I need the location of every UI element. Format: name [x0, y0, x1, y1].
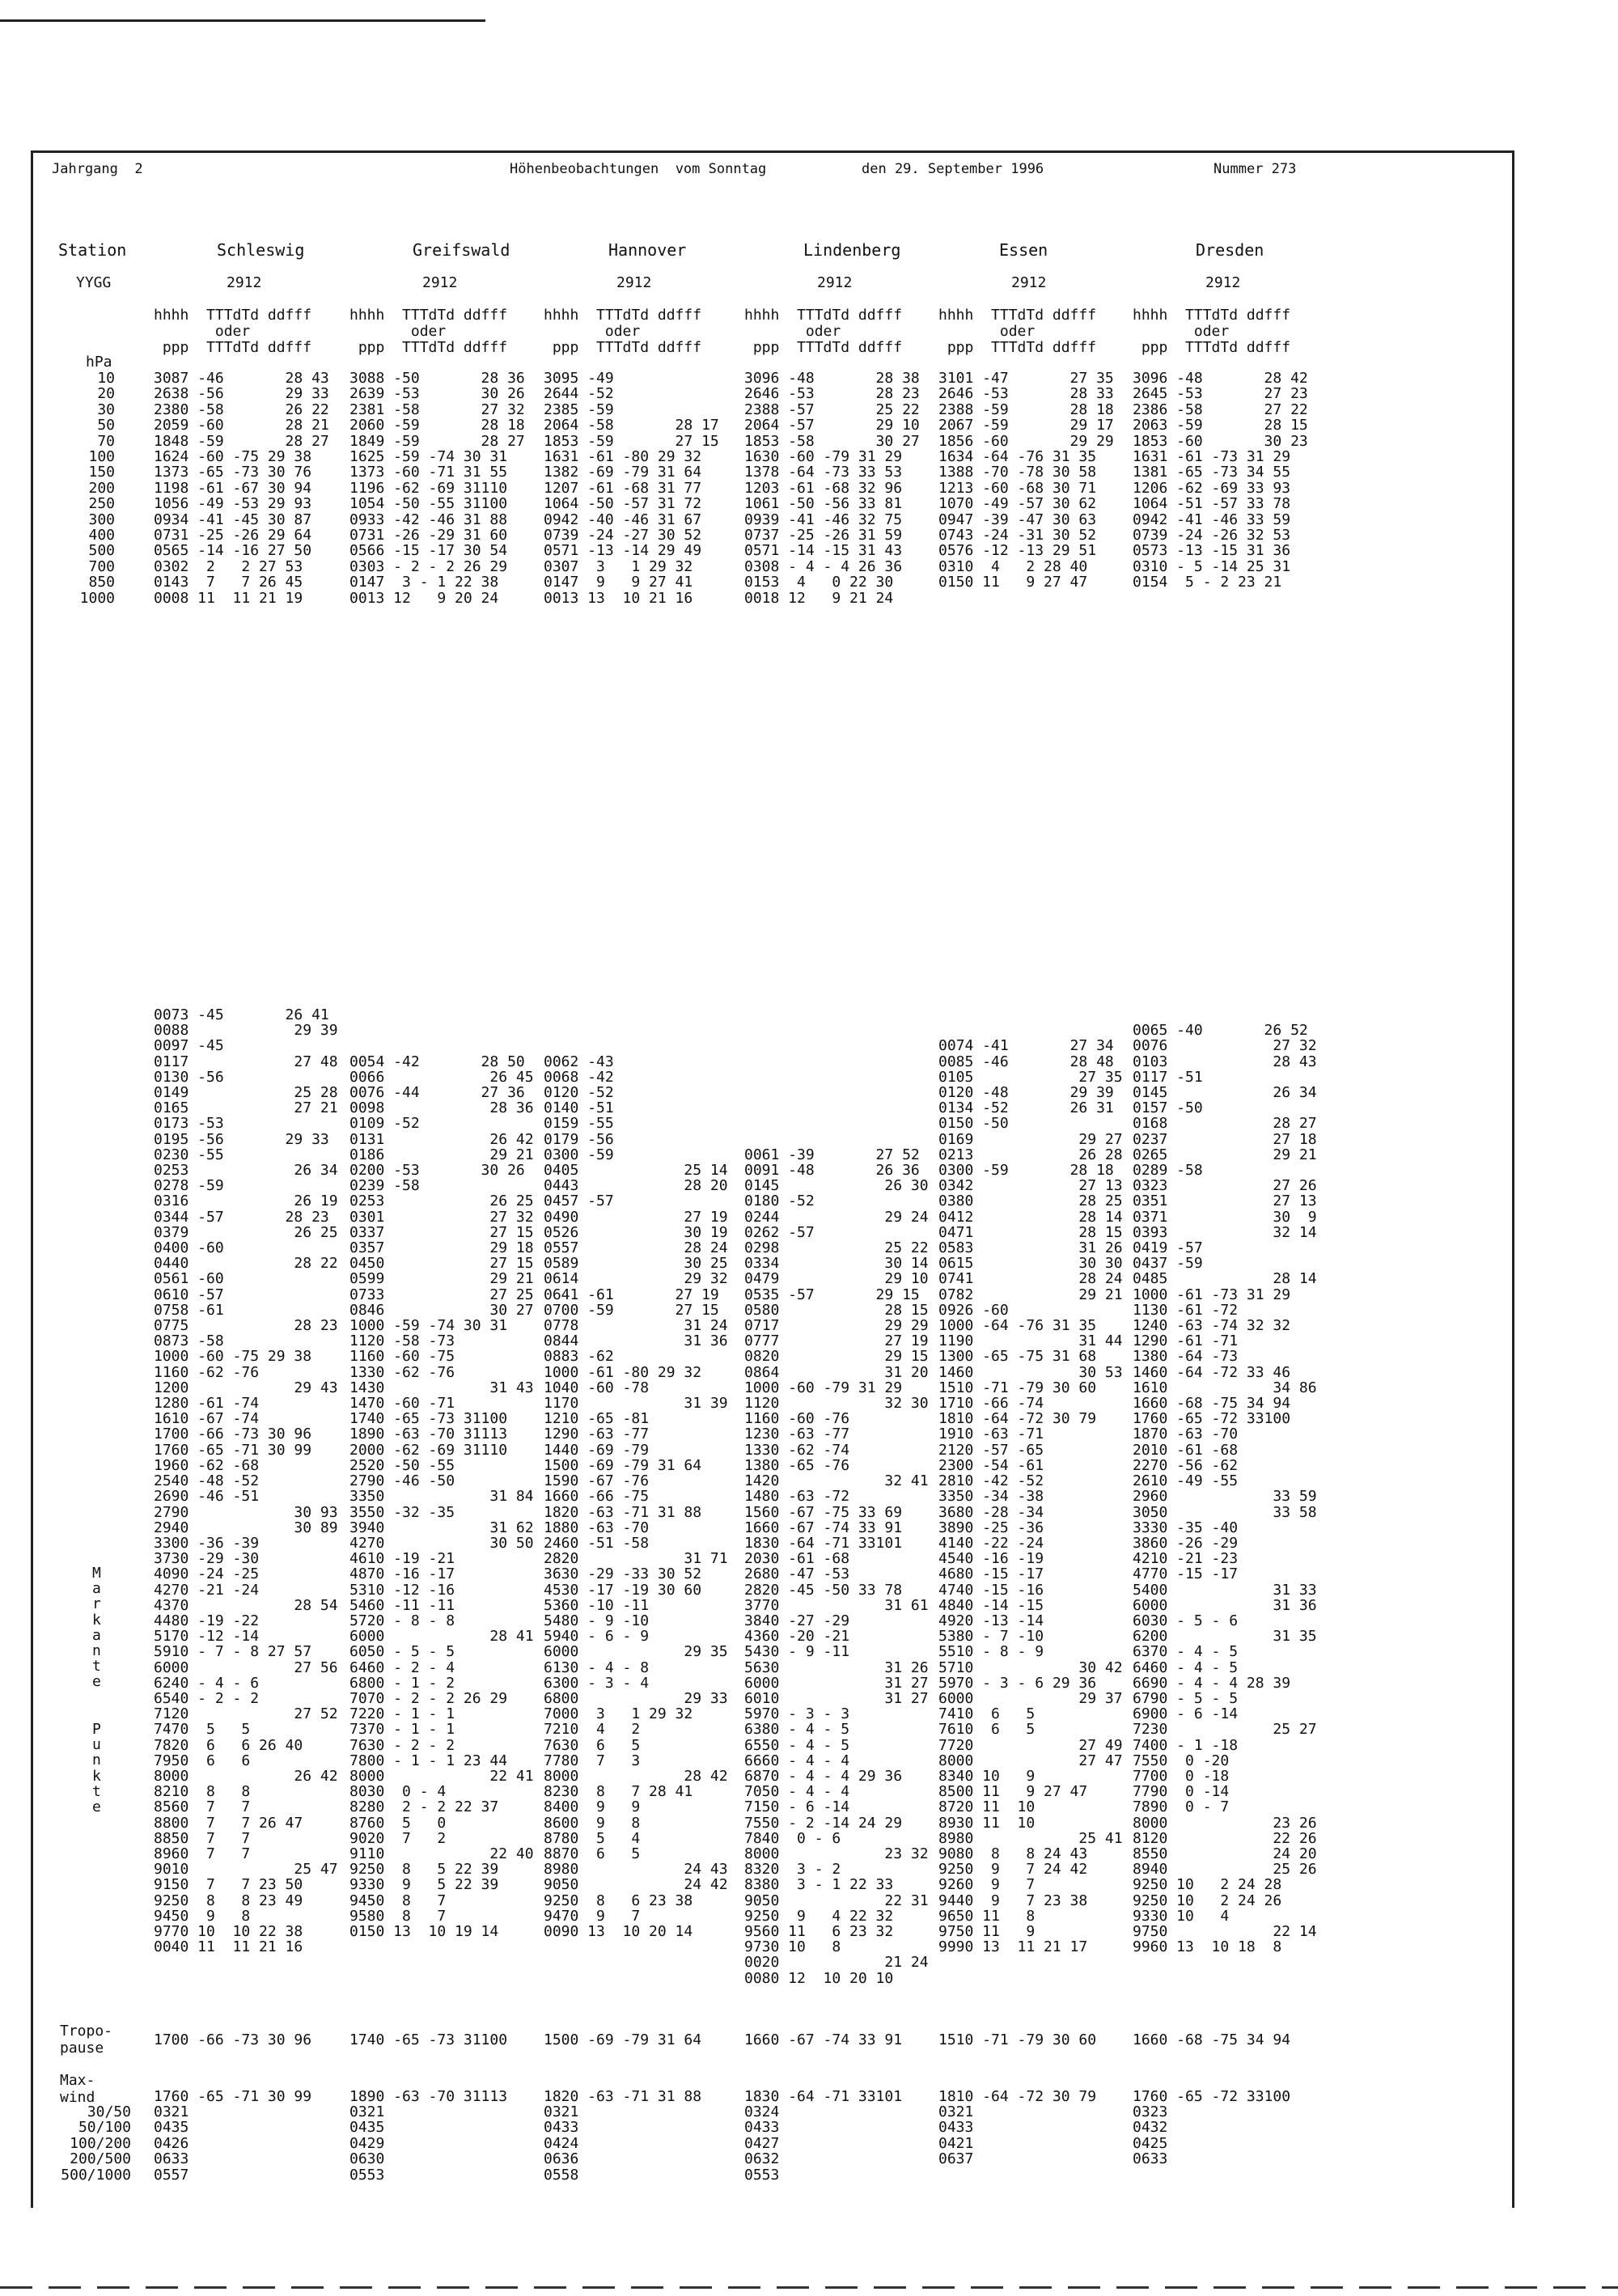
shear-values: 0323 0432 0425 0633 [1133, 2103, 1168, 2168]
column-header: hhhh TTTdTd ddfff oder ppp TTTdTd ddfff [544, 307, 702, 356]
significant-points-column: 0054 -42 28 50 0066 26 45 0076 -44 27 36 0098 28 36 0109 -52 0131 26 42 0186 29 21 0200 -53 30 26 0239 -58 0253 26 25 0301 27 32 0337 27 15 0357 29 18 0450 27 15 0599 29 21 0733 27 25 0846 30 27 1000 -59 -74 30 31 1120 -58 -73 1160 -60 -75 1330 -62 -76 1430 31 43 1470 -60 -71 1740 -65 -73 31100 1890 -63 -70 31113 2000 -62 -69 31110 2520 -50 -55 2790 -46 -50 3350 31 84 3550 -32 -35 3940 31 62 4270 30 50 4610 -19 -21 4870 -16 -17 5310 -12 -16 5460 -11 -11 5720 - 8 - 8 6000 28 41 6050 - 5 - 5 6460 - 2 - 4 6800 - 1 - 2 7070 - 2 - 2 26 29 7220 - 1 - 1 7370 - 1 - 1 7630 - 2 - 2 7800 - 1 - 1 23 44 8000 22 41 8030 0 - 4 8280 2 - 2 22 37 8760 5 0 9020 7 2 9110 22 40 9250 8 5 22 39 9330 9 5 22 39 9450 8 7 9580 8 7 0150 13 10 19 14 [349, 1053, 534, 1940]
maxwind-value: 1760 -65 -71 30 99 [154, 2088, 312, 2105]
station-name: Schleswig [217, 240, 305, 260]
date: den 29. September 1996 [862, 161, 1044, 177]
shear-values: 0321 0435 0429 0630 0553 [349, 2103, 385, 2184]
shear-labels: 30/50 50/100 100/200 200/500 500/1000 [61, 2103, 131, 2184]
significant-points-column: 0073 -45 26 41 0088 29 39 0097 -45 0117 27 48 0130 -56 0149 25 28 0165 27 21 0173 -53 0195 -56 29 33 0230 -55 0253 26 34 0278 -59 0316 26 19 0344 -57 28 23 0379 26 25 0400 -60 0440 28 22 0561 -60 0610 -57 0758 -61 0775 28 23 0873 -58 1000 -60 -75 29 38 1160 -62 -76 1200 29 43 1280 -61 -74 1610 -67 -74 1700 -66 -73 30 96 1760 -65 -71 30 99 1960 -62 -68 2540 -48 -52 2690 -46 -51 2790 30 93 2940 30 89 3300 -36 -39 3730 -29 -30 4090 -24 -25 4270 -21 -24 4370 28 54 4480 -19 -22 5170 -12 -14 5910 - 7 - 8 27 57 6000 27 56 6240 - 4 - 6 6540 - 2 - 2 7120 27 52 7470 5 5 7820 6 6 26 40 7950 6 6 8000 26 42 8210 8 8 8560 7 7 8800 7 7 26 47 8850 7 7 8960 7 7 9010 25 47 9150 7 7 23 50 9250 8 8 23 49 9450 9 8 9770 10 10 22 38 0040 11 11 21 16 [154, 1006, 338, 1956]
column-header: hhhh TTTdTd ddfff oder ppp TTTdTd ddfff [744, 307, 903, 356]
station-name: Dresden [1196, 240, 1264, 260]
station-yygg: 2912 [616, 274, 652, 291]
punkte-label: P u n k t e [92, 1721, 101, 1816]
station-label: Station [58, 240, 127, 260]
pressure-levels: 10 20 30 50 70 100 150 200 250 300 400 500 700 850 1000 [79, 370, 115, 607]
hpa-label: hPa [86, 354, 112, 371]
markante-label: M a r k a n t e [92, 1565, 101, 1691]
nummer: Nummer 273 [1214, 161, 1297, 177]
station-yygg: 2912 [817, 274, 853, 291]
shear-values: 0321 0435 0426 0633 0557 [154, 2103, 189, 2184]
tropopause-value: 1660 -68 -75 34 94 [1133, 2031, 1291, 2048]
yygg-label: YYGG [76, 274, 112, 291]
standard-levels-column: 3101 -47 27 35 2646 -53 28 33 2388 -59 28 18 2067 -59 29 17 1856 -60 29 29 1634 -64 -76 31 35 1388 -70 -78 30 58 1213 -60 -68 30 71 1070 -49 -57 30 62 0947 -39 -47 30 63 0743 -24 -31 30 52 0576 -12 -13 29 51 0310 4 2 28 40 0150 11 9 27 47 [938, 370, 1114, 591]
tropopause-value: 1700 -66 -73 30 96 [154, 2031, 312, 2048]
significant-points-column: 0074 -41 27 34 0085 -46 28 48 0105 27 35 0120 -48 29 39 0134 -52 26 31 0150 -50 0169 29 27 0213 26 28 0300 -59 28 18 0342 27 13 0380 28 25 0412 28 14 0471 28 15 0583 31 26 0615 30 30 0741 28 24 0782 29 21 0926 -60 1000 -64 -76 31 35 1190 31 44 1300 -65 -75 31 68 1460 30 53 1510 -71 -79 30 60 1710 -66 -74 1810 -64 -72 30 79 1910 -63 -71 2120 -57 -65 2300 -54 -61 2810 -42 -52 3350 -34 -38 3680 -28 -34 3890 -25 -36 4140 -22 -24 4540 -16 -19 4680 -15 -17 4740 -15 -16 4840 -14 -15 4920 -13 -14 5380 - 7 -10 5510 - 8 - 9 5710 30 42 5970 - 3 - 6 29 36 6000 29 37 7410 6 5 7610 6 5 7720 27 49 8000 27 47 8340 10 9 8500 11 9 27 47 8720 11 10 8930 11 10 8980 25 41 9080 8 8 24 43 9250 9 7 24 42 9260 9 7 9440 9 7 23 38 9650 11 8 9750 11 9 9990 13 11 21 17 [938, 1037, 1123, 1956]
maxwind-value: 1810 -64 -72 30 79 [938, 2088, 1097, 2105]
maxwind-label: Max- wind [60, 2072, 95, 2106]
tropopause-value: 1660 -67 -74 33 91 [744, 2031, 903, 2048]
maxwind-value: 1820 -63 -71 31 88 [544, 2088, 702, 2105]
page-title: Höhenbeobachtungen vom Sonntag [510, 161, 767, 177]
maxwind-value: 1890 -63 -70 31113 [349, 2088, 508, 2105]
station-yygg: 2912 [422, 274, 458, 291]
maxwind-value: 1760 -65 -72 33100 [1133, 2088, 1291, 2105]
station-name: Essen [999, 240, 1048, 260]
column-header: hhhh TTTdTd ddfff oder ppp TTTdTd ddfff [938, 307, 1097, 356]
tropopause-value: 1740 -65 -73 31100 [349, 2031, 508, 2048]
column-header: hhhh TTTdTd ddfff oder ppp TTTdTd ddfff [349, 307, 508, 356]
standard-levels-column: 3095 -49 2644 -52 2385 -59 2064 -58 28 17 1853 -59 27 15 1631 -61 -80 29 32 1382 -69 -79 31 64 1207 -61 -68 31 77 1064 -50 -57 31 72 0942 -40 -46 31 67 0739 -24 -27 30 52 0571 -13 -14 29 49 0307 3 1 29 32 0147 9 9 27 41 0013 13 10 21 16 [544, 370, 719, 607]
station-yygg: 2912 [1011, 274, 1047, 291]
shear-values: 0321 0433 0424 0636 0558 [544, 2103, 579, 2184]
standard-levels-column: 3088 -50 28 36 2639 -53 30 26 2381 -58 27 32 2060 -59 28 18 1849 -59 28 27 1625 -59 -74 30 31 1373 -60 -71 31 55 1196 -62 -69 31110 1054 -50 -55 31100 0933 -42 -46 31 88 0731 -26 -29 31 60 0566 -15 -17 30 54 0303 - 2 - 2 26 29 0147 3 - 1 22 38 0013 12 9 20 24 [349, 370, 525, 607]
station-yygg: 2912 [227, 274, 262, 291]
standard-levels-column: 3096 -48 28 42 2645 -53 27 23 2386 -58 27 22 2063 -59 28 15 1853 -60 30 23 1631 -61 -73 31 29 1381 -65 -73 34 55 1206 -62 -69 33 93 1064 -51 -57 33 78 0942 -41 -46 33 59 0739 -24 -26 32 53 0573 -13 -15 31 36 0310 - 5 -14 25 31 0154 5 - 2 23 21 [1133, 370, 1308, 591]
tropopause-label: Tropo- pause [60, 2023, 113, 2057]
standard-levels-column: 3096 -48 28 38 2646 -53 28 23 2388 -57 25 22 2064 -57 29 10 1853 -58 30 27 1630 -60 -79 31 29 1378 -64 -73 33 53 1203 -61 -68 32 96 1061 -50 -56 33 81 0939 -41 -46 32 75 0737 -25 -26 31 59 0571 -14 -15 31 43 0308 - 4 - 4 26 36 0153 4 0 22 30 0018 12 9 21 24 [744, 370, 920, 607]
standard-levels-column: 3087 -46 28 43 2638 -56 29 33 2380 -58 26 22 2059 -60 28 21 1848 -59 28 27 1624 -60 -75 29 38 1373 -65 -73 30 76 1198 -61 -67 30 94 1056 -49 -53 29 93 0934 -41 -45 30 87 0731 -25 -26 29 64 0565 -14 -16 27 50 0302 2 2 27 53 0143 7 7 26 45 0008 11 11 21 19 [154, 370, 329, 607]
significant-points-column: 0062 -43 0068 -42 0120 -52 0140 -51 0159 -55 0179 -56 0300 -59 0405 25 14 0443 28 20 0457 -57 0490 27 19 0526 30 19 0557 28 24 0589 30 25 0614 29 32 0641 -61 27 19 0700 -59 27 15 0778 31 24 0844 31 36 0883 -62 1000 -61 -80 29 32 1040 -60 -78 1170 31 39 1210 -65 -81 1290 -63 -77 1440 -69 -79 1500 -69 -79 31 64 1590 -67 -76 1660 -66 -75 1820 -63 -71 31 88 1880 -63 -70 2460 -51 -58 2820 31 71 3630 -29 -33 30 52 4530 -17 -19 30 60 5360 -10 -11 5480 - 9 -10 5940 - 6 - 9 6000 29 35 6130 - 4 - 8 6300 - 3 - 4 6800 29 33 7000 3 1 29 32 7210 4 2 7630 6 5 7780 7 3 8000 28 42 8230 8 7 28 41 8400 9 9 8600 9 8 8780 5 4 8870 6 5 8980 24 43 9050 24 42 9250 8 6 23 38 9470 9 7 0090 13 10 20 14 [544, 1053, 728, 1940]
jahrgang: Jahrgang 2 [52, 161, 143, 177]
station-name: Hannover [608, 240, 687, 260]
bottom-marks [0, 2286, 1618, 2289]
column-header: hhhh TTTdTd ddfff oder ppp TTTdTd ddfff [1133, 307, 1291, 356]
tropopause-value: 1510 -71 -79 30 60 [938, 2031, 1097, 2048]
significant-points-column: 0061 -39 27 52 0091 -48 26 36 0145 26 30 0180 -52 0244 29 24 0262 -57 0298 25 22 0334 30 14 0479 29 10 0535 -57 29 15 0580 28 15 0717 29 29 0777 27 19 0820 29 15 0864 31 20 1000 -60 -79 31 29 1120 32 30 1160 -60 -76 1230 -63 -77 1330 -62 -74 1380 -65 -76 1420 32 41 1480 -63 -72 1560 -67 -75 33 69 1660 -67 -74 33 91 1830 -64 -71 33101 2030 -61 -68 2680 -47 -53 2820 -45 -50 33 78 3770 31 61 3840 -27 -29 4360 -20 -21 5430 - 9 -11 5630 31 26 6000 31 27 6010 31 27 5970 - 3 - 3 6380 - 4 - 5 6550 - 4 - 5 6660 - 4 - 4 6870 - 4 - 4 29 36 7050 - 4 - 4 7150 - 6 -14 7550 - 2 -14 24 29 7840 0 - 6 8000 23 32 8320 3 - 2 8380 3 - 1 22 33 9050 22 31 9250 9 4 22 32 9560 11 6 23 32 9730 10 8 0020 21 24 0080 12 10 20 10 [744, 1146, 929, 1987]
station-name: Greifswald [413, 240, 510, 260]
station-name: Lindenberg [803, 240, 901, 260]
column-header: hhhh TTTdTd ddfff oder ppp TTTdTd ddfff [154, 307, 312, 356]
top-rule [0, 19, 485, 22]
tropopause-value: 1500 -69 -79 31 64 [544, 2031, 702, 2048]
shear-values: 0321 0433 0421 0637 [938, 2103, 974, 2168]
shear-values: 0324 0433 0427 0632 0553 [744, 2103, 780, 2184]
station-yygg: 2912 [1205, 274, 1241, 291]
significant-points-column: 0065 -40 26 52 0076 27 32 0103 28 43 0117 -51 0145 26 34 0157 -50 0168 28 27 0237 27 18 0265 29 21 0289 -58 0323 27 26 0351 27 13 0371 30 9 0393 32 14 0419 -57 0437 -59 0485 28 14 1000 -61 -73 31 29 1130 -61 -72 1240 -63 -74 32 32 1290 -61 -71 1380 -64 -73 1460 -64 -72 33 46 1610 34 86 1660 -68 -75 34 94 1760 -65 -72 33100 1870 -63 -70 2010 -61 -68 2270 -56 -62 2610 -49 -55 2960 33 59 3050 33 58 3330 -35 -40 3860 -26 -29 4210 -21 -23 4770 -15 -17 5400 31 33 6000 31 36 6030 - 5 - 6 6200 31 35 6370 - 4 - 5 6460 - 4 - 5 6690 - 4 - 4 28 39 6790 - 5 - 5 6900 - 6 -14 7230 25 27 7400 - 1 -18 7550 0 -20 7700 0 -18 7790 0 -14 7890 0 - 7 8000 23 26 8120 22 26 8550 24 20 8940 25 26 9250 10 2 24 28 9250 10 2 24 26 9330 10 4 9750 22 14 9960 13 10 18 8 [1133, 1022, 1317, 1956]
maxwind-value: 1830 -64 -71 33101 [744, 2088, 903, 2105]
